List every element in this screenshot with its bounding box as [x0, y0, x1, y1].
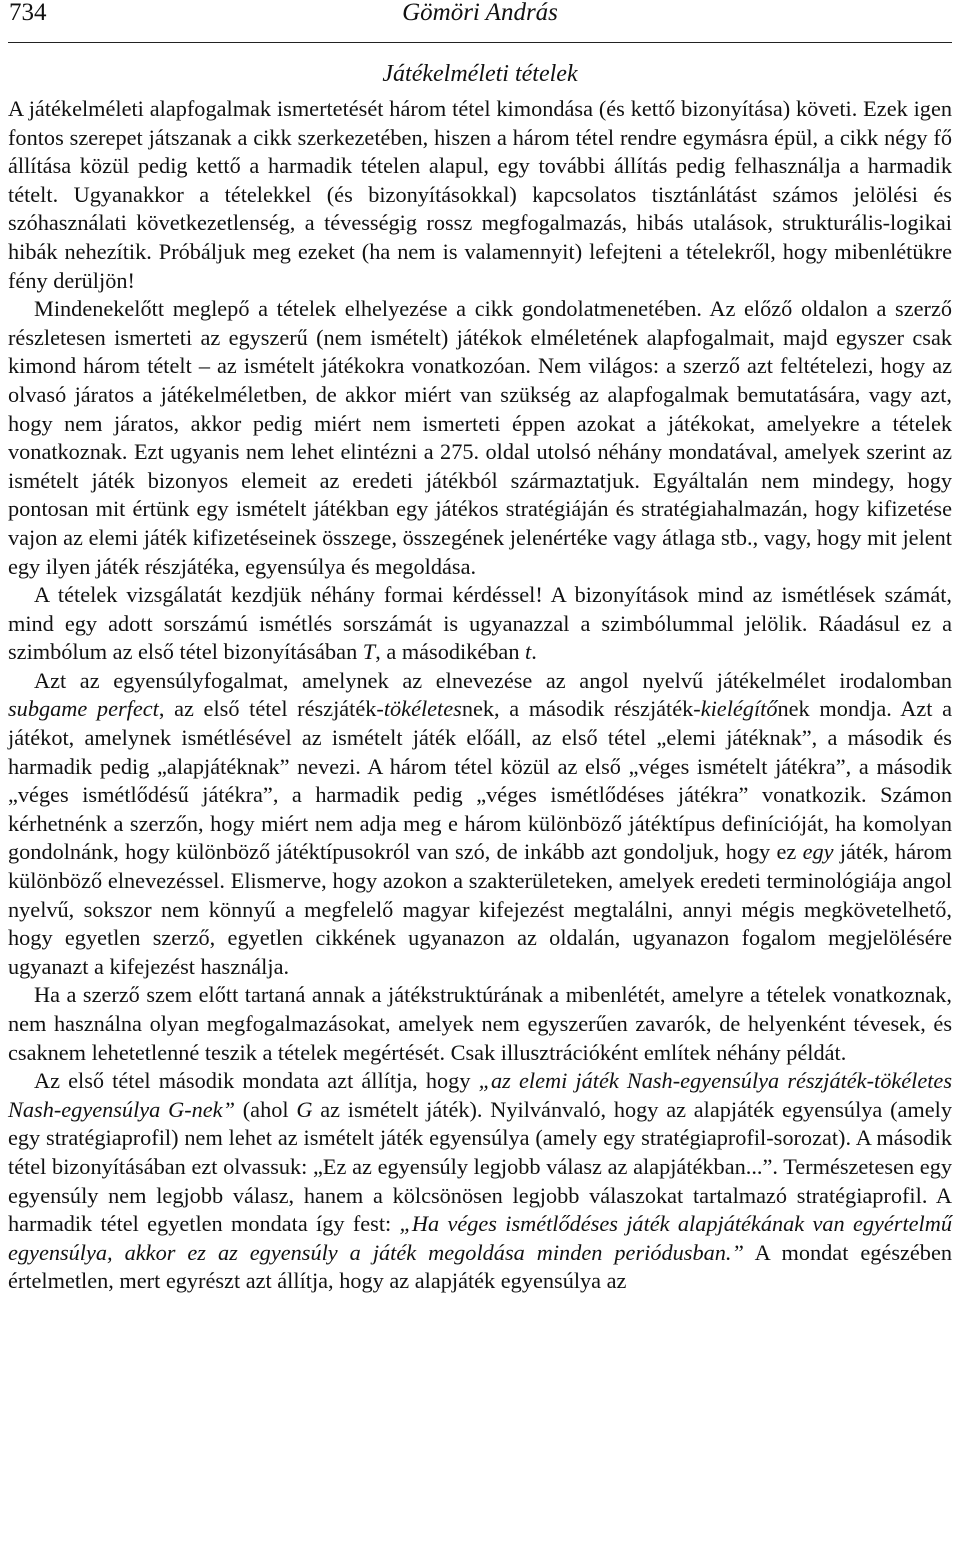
paragraph-text: , a másodikéban [375, 639, 526, 665]
paragraph-text: játék, három különböző elnevezéssel. Elismerve, hogy azokon a szakterületeken, amelyek eredeti terminológiája angol nyelvű, sokszor nem könnyű a megfelelő magyar kifejezést megtalálni, annyi mégis megkövetelhető, hogy egyetlen szerző, egyetlen cikkének ugyanazon az oldalán, ugyanazon fogalom megjelölésére ugyanazt a kifejezést használja. [8, 839, 953, 979]
paragraph-text: , az első tétel részjáték- [158, 696, 384, 722]
paragraph-text: (ahol [234, 1096, 297, 1122]
body-text [8, 95, 952, 1296]
page-header [8, 0, 952, 43]
term-kielegito: kielégítő [700, 696, 778, 722]
paragraph-text: az ismételt játék). Nyilvánvaló, hogy az alapjáték egyensúlya (amely egy stratégiaprofil) nem lehet az ismételt játék egyensúlya (amely egy stratégiaprofil-sorozat). A második tétel bizonyításában ezt olvassuk: „Ez az egyensúly legjobb válasz az alapjátékban...”. Természetesen egy egyensúly nem legjobb válasz, hanem a kölcsönösen legjobb válaszokat tartalmazó stratégiaprofil. A harmadik tétel egyetlen mondata így fest: [8, 1096, 952, 1237]
term-egy: egy [802, 839, 834, 865]
symbol-T: T [362, 639, 376, 665]
paragraph-text: nek, a második részjáték- [461, 696, 701, 722]
paragraph-text: nek mondja. Azt a játékot, amelynek ismétlésével az ismételt játék előáll, az első tétel „elemi játéknak”, a második és harmadik pedig „alapjátéknak” nevezi. A három tétel közül az első „véges ismételt játékra”, a második „véges ismétlődésű játékra”, a harmadik pedig „véges ismétlődéses játékra” vonatkozik. Számon kérhetnénk a szerzőn, hogy miért nem adja meg e három különböző játéktípus definícióját, ha komolyan gondolnánk, hogy különböző játéktípusokról van szó, de inkább azt gondoljuk, hogy ez [8, 696, 952, 865]
symbol-G: G [296, 1096, 313, 1122]
paragraph-text: Azt az egyensúlyfogalmat, amelynek az elnevezése az angol nyelvű játékelmélet irodalomban [34, 667, 952, 693]
paragraph [8, 981, 952, 1067]
term-subgame-perfect: subgame perfect [8, 696, 159, 722]
paragraph-text: A tételek vizsgálatát kezdjük néhány formai kérdéssel! A bizonyítások mind az ismétlések számát, mind egy adott sorszámú ismétlés sorszámát is ugyanazzal a szimbólummal jelölik. Ráadásul ez a szimbólum az első tétel bizonyításában [8, 582, 952, 665]
page-number: 734 [9, 0, 47, 26]
section-title: Játékelméleti tételek [382, 61, 578, 87]
paragraph-text: Ha a szerző szem előtt tartaná annak a játékstruktúrának a mibenlétét, amelyre a tételek vonatkoznak, nem használna olyan megfogalmazásokat, amelyek nem egyszerűen zavarók, de helyenként tévesek, és csaknem lehetetlenné teszik a tételek megértését. Csak illusztrációként említek néhány példát. [8, 982, 952, 1065]
paragraph-text: A játékelméleti alapfogalmak ismertetését három tétel kimondása (és kettő bizonyítása) követi. Ezek igen fontos szerepet játszanak a cikk szerkezetében, hiszen a három tétel rendre egymásra épül, a cikk négy fő állítása közül pedig kettő a harmadik tételen alapul, egy további állítás pedig felhasználja a harmadik tételt. Ugyanakkor a tételekkel (és bizonyításokkal) kapcsolatos tisztánlátást számos jelölési és szóhasználati következetlenség, a tévességig rossz megfogalmazás, hibás utalások, strukturális-logikai hibák nehezítik. Próbáljuk meg ezeket (ha nem is valamennyit) lefejteni a tételekről, hogy mibenlétükre fény derüljön! [8, 96, 952, 293]
paragraph [8, 581, 952, 667]
paragraph [8, 95, 952, 295]
term-tokeletes: tökéletes [383, 696, 462, 722]
paragraph-text: Az első tétel második mondata azt állítja, hogy [34, 1068, 479, 1094]
paragraph-text: . [531, 639, 537, 665]
paragraph-text: A mondat egészében értelmetlen, mert egyrészt azt állítja, hogy az alapjáték egyensúlya az [8, 1239, 952, 1294]
paragraph [8, 667, 952, 982]
quote-third-theorem: „Ha véges ismétlődéses játék alapjátékának van egyértelmű egyensúlya, akkor ez az egyensúly a játék megoldása minden periódusban.” [8, 1211, 952, 1265]
paragraph-text: Mindenekelőtt meglepő a tételek elhelyezése a cikk gondolatmenetében. Az előző oldalon a szerző részletesen ismerteti az egyszerű (nem ismételt) játékok elméletének alapfogalmait, majd egyszer csak kimond három tételt – az ismételt játékokra vonatkozóan. Nem világos: a szerző azt feltételezi, hogy az olvasó járatos a játékelméletben, de akkor miért van szükség az alapfogalmak bemutatására, vagy azt, hogy nem járatos, akkor pedig miért nem ismerteti éppen azokat a játékokat, amelyekre a tételek vonatkoznak. Ezt ugyanis nem lehet elintézni a 275. oldal utolsó néhány mondatával, amelyek szerint az ismételt játék bizonyos elemeit az eredeti játékból származtatjuk. Egyáltalán nem mindegy, hogy pontosan mit értünk egy ismételt játékban egy játékos stratégiáján és stratégiahalmazán, hogy kifizetése vajon az elemi játék kifizetéseinek összege, összegének jelenértéke vagy átlaga stb., vagy, hogy mit jelent egy ilyen játék részjátéka, egyensúlya és megoldása. [8, 296, 952, 579]
symbol-t: t [525, 639, 532, 665]
running-author: Gömöri András [402, 0, 558, 26]
quote-first-theorem: „az elemi játék Nash-egyensúlya részjáték-tökéletes Nash-egyensúlya G-nek” [8, 1068, 952, 1122]
paragraph [8, 295, 952, 581]
paragraph [8, 1067, 952, 1296]
